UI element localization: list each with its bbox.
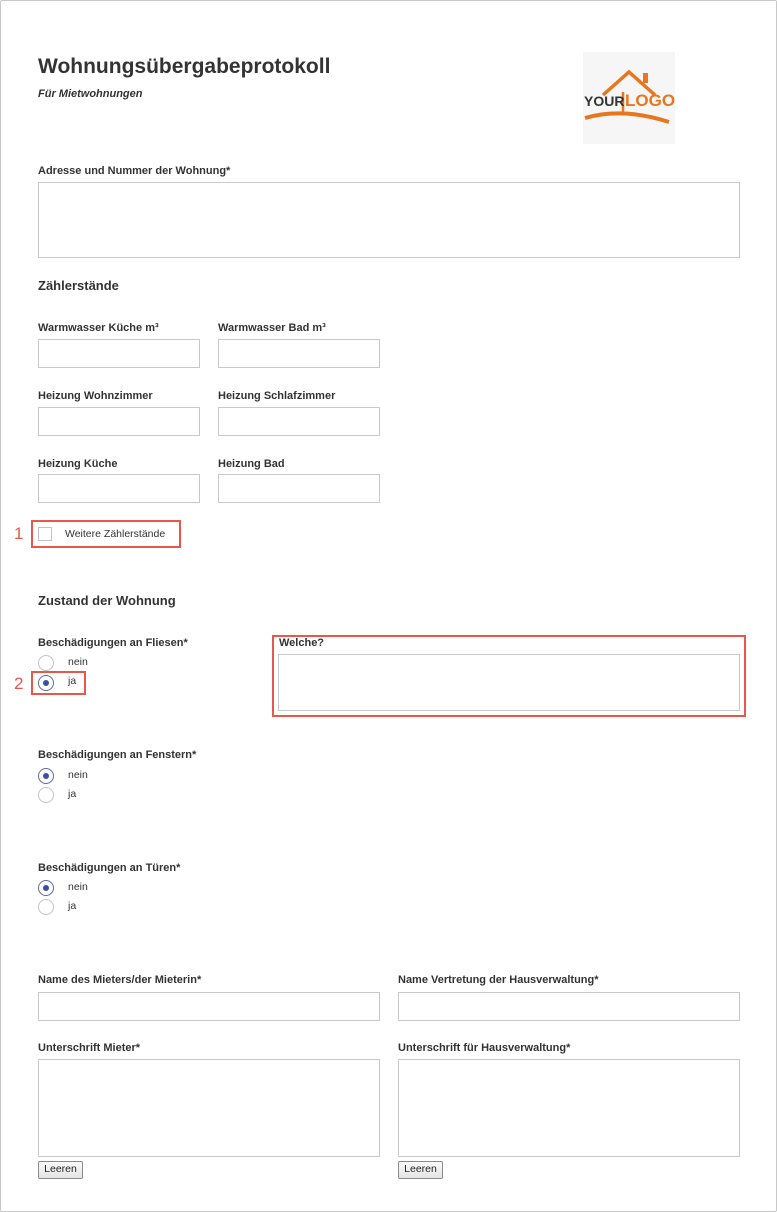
heating-bedroom-input[interactable]: [218, 407, 380, 436]
doors-damage-label: Beschädigungen an Türen*: [38, 862, 181, 874]
warmwater-bath-input[interactable]: [218, 339, 380, 368]
address-label: Adresse und Nummer der Wohnung*: [38, 165, 231, 177]
heating-bath-input[interactable]: [218, 474, 380, 503]
more-meters-checkbox[interactable]: [38, 527, 52, 541]
logo-text-right: LOGO: [625, 91, 676, 110]
tiles-yes-radio[interactable]: [38, 675, 54, 691]
windows-damage-label: Beschädigungen an Fenstern*: [38, 749, 197, 761]
meter-label: Heizung Schlafzimmer: [218, 390, 336, 402]
tenant-name-input[interactable]: [38, 992, 380, 1021]
warmwater-kitchen-input[interactable]: [38, 339, 200, 368]
windows-no-radio[interactable]: [38, 768, 54, 784]
tenant-name-label: Name des Mieters/der Mieterin*: [38, 974, 202, 986]
tenant-signature-clear-button[interactable]: Leeren: [38, 1161, 83, 1179]
management-name-input[interactable]: [398, 992, 740, 1021]
meter-label: Heizung Wohnzimmer: [38, 390, 153, 402]
radio-label-yes: ja: [68, 675, 77, 687]
meter-label: Heizung Bad: [218, 458, 285, 470]
radio-label-yes: ja: [68, 900, 77, 912]
logo: [583, 52, 675, 144]
more-meters-label: Weitere Zählerstände: [65, 528, 166, 540]
page-subtitle: Für Mietwohnungen: [38, 88, 143, 100]
management-name-label: Name Vertretung der Hausverwaltung*: [398, 974, 599, 986]
radio-label-no: nein: [68, 769, 88, 781]
radio-label-yes: ja: [68, 788, 77, 800]
meters-heading: Zählerstände: [38, 278, 119, 293]
meter-label: Warmwasser Bad m³: [218, 322, 326, 334]
annotation-marker-1: 1: [14, 524, 24, 543]
heating-living-input[interactable]: [38, 407, 200, 436]
address-textarea[interactable]: [38, 182, 740, 258]
doors-no-radio[interactable]: [38, 880, 54, 896]
windows-yes-radio[interactable]: [38, 787, 54, 803]
tiles-no-radio[interactable]: [38, 655, 54, 671]
management-signature-clear-button[interactable]: Leeren: [398, 1161, 443, 1179]
logo-text-left: YOUR: [584, 93, 625, 109]
page-title: Wohnungsübergabeprotokoll: [38, 55, 331, 78]
management-signature-pad[interactable]: [398, 1059, 740, 1157]
annotation-marker-2: 2: [14, 674, 24, 693]
tenant-signature-label: Unterschrift Mieter*: [38, 1042, 141, 1054]
heating-kitchen-input[interactable]: [38, 474, 200, 503]
tenant-signature-pad[interactable]: [38, 1059, 380, 1157]
radio-label-no: nein: [68, 656, 88, 668]
management-signature-label: Unterschrift für Hausverwaltung*: [398, 1042, 571, 1054]
condition-heading: Zustand der Wohnung: [38, 593, 176, 608]
which-damage-textarea[interactable]: [278, 654, 740, 711]
tiles-damage-label: Beschädigungen an Fliesen*: [38, 637, 188, 649]
doors-yes-radio[interactable]: [38, 899, 54, 915]
which-label: Welche?: [279, 637, 325, 649]
meter-label: Warmwasser Küche m³: [38, 322, 159, 334]
meter-label: Heizung Küche: [38, 458, 118, 470]
radio-label-no: nein: [68, 881, 88, 893]
